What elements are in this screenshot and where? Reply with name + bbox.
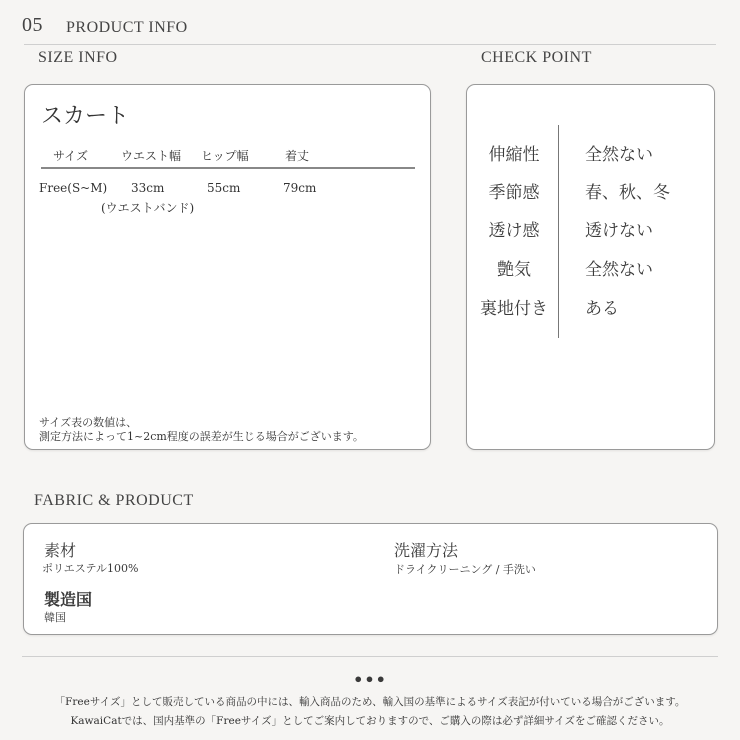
check-value: 全然ない [585, 260, 653, 280]
size-note: 測定方法によって1~2cm程度の誤差が生じる場合がございます。 [39, 430, 364, 443]
origin-label: 製造国 [44, 590, 93, 609]
wash-value: ドライクリーニング / 手洗い [394, 563, 536, 576]
vertical-divider [558, 125, 559, 338]
fabric-panel [23, 523, 718, 635]
origin-value: 韓国 [44, 611, 66, 624]
table-header-divider [41, 167, 415, 169]
check-point-panel [466, 84, 715, 450]
check-label: 季節感 [488, 183, 540, 203]
size-info-panel [24, 84, 431, 450]
material-label: 素材 [44, 541, 77, 560]
divider [22, 656, 718, 657]
footer-note: 「Freeサイズ」として販売している商品の中には、輸入商品のため、輸入国の基準によるサイズ表記が付いている場合がございます。 [54, 696, 686, 708]
cell-waist: 33cm [131, 181, 165, 195]
cell-hip: 55cm [207, 181, 241, 195]
item-name: スカート [41, 104, 130, 129]
check-value: 透けない [585, 221, 653, 241]
cell-size: Free(S~M) [39, 181, 108, 195]
check-value: 全然ない [585, 145, 653, 165]
check-value: ある [585, 299, 619, 319]
column-header-waist: ウエスト幅 [121, 149, 182, 163]
check-value: 春、秋、冬 [585, 183, 670, 203]
column-header-hip: ヒップ幅 [201, 149, 249, 163]
check-point-heading: CHECK POINT [481, 49, 592, 66]
material-value: ポリエステル100% [42, 562, 139, 575]
size-note: サイズ表の数値は、 [39, 416, 138, 429]
column-header-length: 着丈 [285, 149, 310, 163]
section-title: PRODUCT INFO [66, 19, 188, 36]
check-label: 裏地付き [480, 299, 548, 319]
section-number: 05 [22, 14, 43, 36]
size-info-heading: SIZE INFO [38, 49, 118, 66]
fabric-heading: FABRIC & PRODUCT [34, 492, 194, 509]
column-header-size: サイズ [53, 149, 89, 163]
check-label: 透け感 [488, 221, 540, 241]
wash-label: 洗濯方法 [394, 541, 459, 560]
ellipsis-icon: ••• [353, 670, 387, 689]
footer-note: KawaiCatでは、国内基準の「Freeサイズ」としてご案内しておりますので、ご購入の際は必ず詳細サイズをご確認ください。 [70, 715, 670, 727]
divider [24, 44, 716, 45]
cell-length: 79cm [283, 181, 317, 195]
check-label: 伸縮性 [488, 145, 540, 165]
cell-waist-note: (ウエストバンド) [101, 201, 195, 215]
check-label: 艶気 [497, 260, 531, 280]
